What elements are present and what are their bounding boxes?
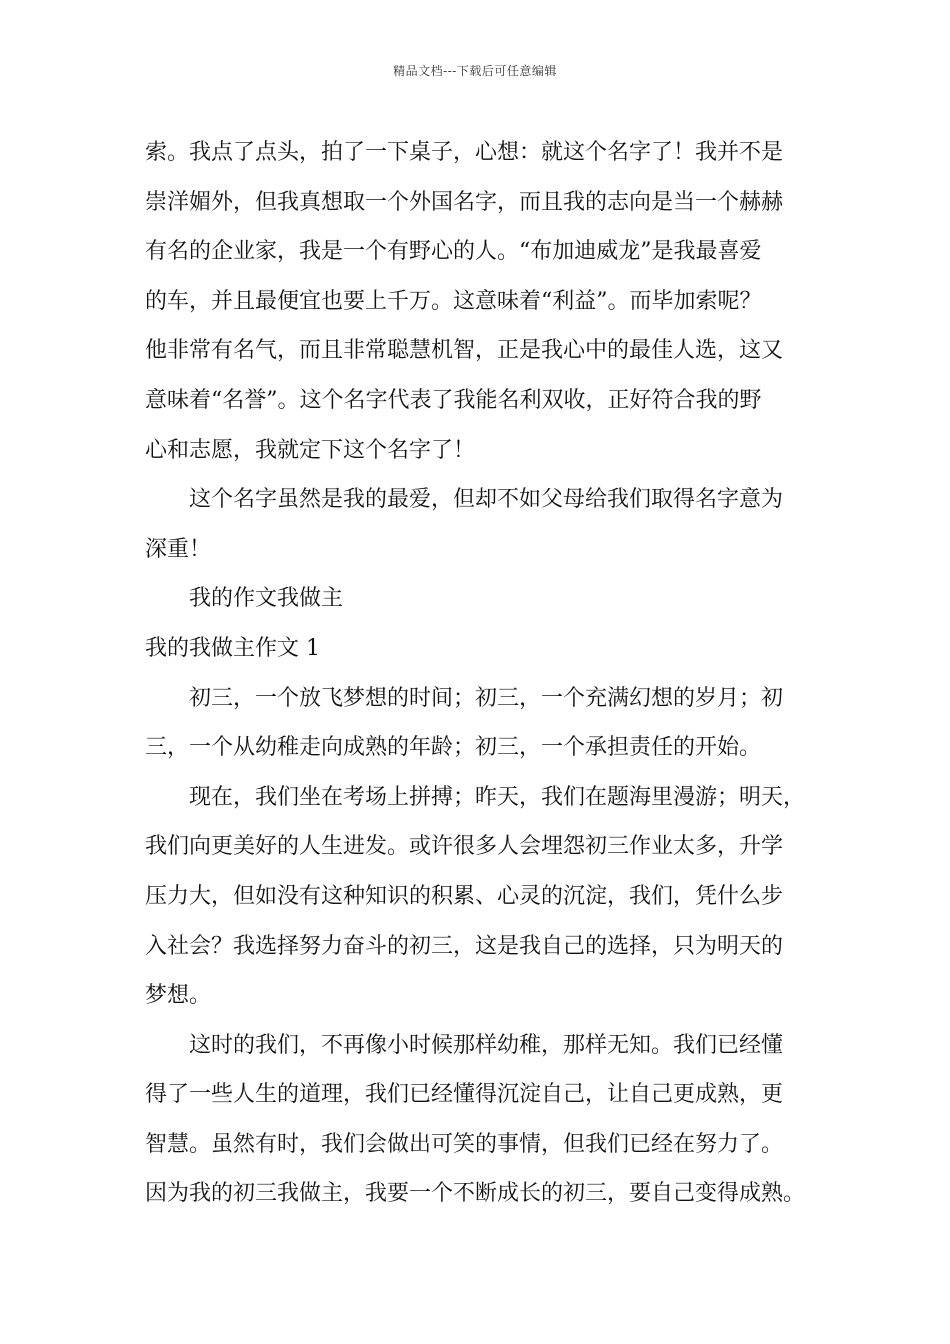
text-line: 三，一个从幼稚走向成熟的年龄；初三，一个承担责任的开始。 [145, 735, 762, 761]
text-line: 意味着“名誉”。这个名字代表了我能名利双收，正好符合我的野 [145, 387, 762, 413]
text-line: 这时的我们，不再像小时候那样幼稚，那样无知。我们已经懂 [189, 1032, 784, 1058]
text-line: 我的作文我做主 [189, 586, 344, 612]
text-line: 他非常有名气，而且非常聪慧机智，正是我心中的最佳人选，这又 [145, 338, 784, 364]
text-line: 心和志愿，我就定下这个名字了！ [145, 437, 476, 463]
text-line: 崇洋媚外，但我真想取一个外国名字，而且我的志向是当一个赫赫 [145, 189, 784, 215]
text-line: 入社会？我选择努力奋斗的初三，这是我自己的选择，只为明天的 [145, 933, 784, 959]
text-line: 得了一些人生的道理，我们已经懂得沉淀自己，让自己更成熟，更 [145, 1082, 784, 1108]
text-line: 智慧。虽然有时，我们会做出可笑的事情，但我们已经在努力了。 [145, 1131, 784, 1157]
page-header: 精品文档---下载后可任意编辑 [393, 64, 557, 78]
text-line: 压力大，但如没有这种知识的积累、心灵的沉淀，我们，凭什么步 [145, 883, 784, 909]
body-text [145, 128, 810, 1219]
text-line: 深重！ [145, 536, 212, 562]
text-line: 现在，我们坐在考场上拼搏；昨天，我们在题海里漫游；明天， [189, 784, 806, 810]
text-line: 有名的企业家，我是一个有野心的人。“布加迪威龙”是我最喜爱 [145, 239, 762, 265]
text-line: 我的我做主作文 1 [145, 635, 320, 661]
text-line: 的车，并且最便宜也要上千万。这意味着“利益”。而毕加索呢？ [145, 288, 762, 314]
text-line: 索。我点了点头，拍了一下桌子，心想：就这个名字了！我并不是 [145, 140, 784, 165]
text-line: 因为我的初三我做主，我要一个不断成长的初三，要自己变得成熟。 [145, 1181, 806, 1207]
text-line: 这个名字虽然是我的最爱，但却不如父母给我们取得名字意为 [189, 487, 784, 513]
text-line: 我们向更美好的人生进发。或许很多人会埋怨初三作业太多，升学 [145, 834, 784, 860]
text-line: 梦想。 [145, 983, 212, 1009]
text-line: 初三，一个放飞梦想的时间；初三，一个充满幻想的岁月；初 [189, 685, 784, 711]
